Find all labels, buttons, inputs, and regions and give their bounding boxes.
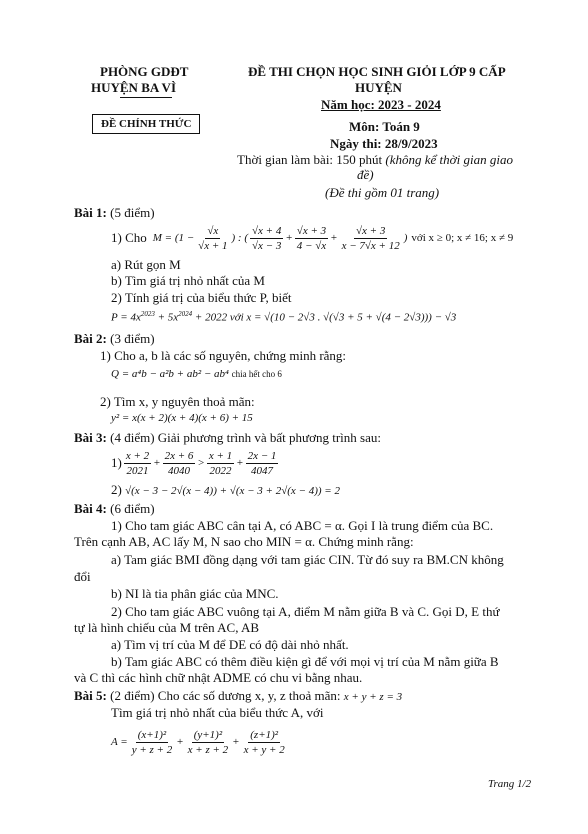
a-plus1: + — [176, 736, 184, 748]
exam-title: ĐỀ THI CHỌN HỌC SINH GIỎI LỚP 9 CẤP — [248, 64, 506, 79]
duration-note-end: đề) — [357, 167, 374, 182]
q-expression: Q = a⁴b − a²b + ab² − ab⁴ — [111, 368, 229, 380]
a-label: A = — [111, 736, 128, 748]
ineq-frac2 — [163, 450, 196, 477]
f4-den: 4047 — [251, 464, 273, 477]
school-year: Năm học: 2023 - 2024 — [321, 97, 441, 112]
bai2-q1-expr — [111, 368, 282, 380]
ineq-plus1: + — [153, 457, 161, 469]
department-name: PHÒNG GDĐT — [100, 64, 189, 79]
ineq-plus2: + — [236, 457, 244, 469]
p-tail: + 2022 với — [192, 311, 244, 324]
bai5-title: Bài 5: — [74, 688, 107, 703]
m-plus2: + — [330, 232, 338, 244]
bai2-q1: 1) Cho a, b là các số nguyên, chứng minh rằng: — [100, 348, 347, 363]
bai3-q2-label: 2) — [111, 482, 122, 497]
a-plus2: + — [232, 736, 240, 748]
m-condition: với x ≥ 0; x ≠ 16; x ≠ 9 — [411, 232, 514, 244]
bai5-points: (2 điểm) Cho các số dương x, y, z thoả mãn: — [110, 688, 341, 703]
bai3-title: Bài 3: — [74, 430, 107, 445]
bai4-p1b: Trên cạnh AB, AC lấy M, N sao cho MIN = α. Chứng minh rằng: — [74, 534, 414, 549]
bai4-p2a: a) Tìm vị trí của M để DE có độ dài nhỏ nhất. — [111, 637, 349, 652]
m-frac2: $\frac{√x + 4}{√x - 3}$ — [252, 224, 282, 252]
t3-num: (z+1)² — [250, 728, 279, 741]
bai4-title: Bài 4: — [74, 501, 107, 516]
bai2-q2-expr: y² = x(x + 2)(x + 4)(x + 6) + 15 — [111, 412, 253, 424]
m-expression: M = (1 − — [152, 232, 195, 244]
bai4-b: b) NI là tia phân giác của MNC. — [111, 586, 279, 601]
bai1-a: a) Rút gọn M — [111, 257, 181, 272]
bai1-heading — [74, 205, 155, 221]
bai2-q2: 2) Tìm x, y nguyên thoả mãn: — [100, 394, 255, 409]
page-number: Trang 1/2 — [488, 778, 532, 790]
bai1-title: Bài 1: — [74, 205, 107, 220]
f3-num: x + 1 — [208, 449, 233, 462]
exam-date: Ngày thi: 28/9/2023 — [330, 136, 438, 151]
m-close: ) — [403, 232, 408, 244]
t2-den: x + z + 2 — [187, 743, 229, 756]
bai4-a: a) Tam giác BMI đồng dạng với tam giác CIN. Từ đó suy ra BM.CN không — [111, 552, 504, 567]
q-divisible: chia hết cho 6 — [231, 369, 282, 379]
m-colon: ) : ( — [231, 232, 249, 244]
ineq-gt: > — [197, 457, 205, 469]
bai4-p2c: b) Tam giác ABC có thêm điều kiện gì để với mọi vị trí của M nằm giữa B — [111, 654, 499, 669]
bai4-p2: 2) Cho tam giác ABC vuông tại A, điểm M nằm giữa B và C. Gọi D, E thứ — [111, 604, 500, 619]
p-exp2: 2024 — [178, 310, 193, 318]
exam-title-level: HUYỆN — [355, 80, 402, 95]
f1-den: 2021 — [126, 464, 149, 477]
bai2-points: (3 điểm) — [110, 331, 155, 346]
bai3-points: (4 điểm) Giải phương trình và bất phương trình sau: — [110, 430, 381, 445]
p-left: P = 4x — [111, 311, 141, 324]
bai4-p2d: và C thì các hình chữ nhật ADME có chu vi bằng nhau. — [74, 670, 363, 685]
bai5-question: Tìm giá trị nhỏ nhất của biểu thức A, với — [111, 705, 324, 720]
t3-den: x + y + 2 — [243, 743, 285, 756]
bai3-q2 — [111, 482, 340, 498]
a-expression — [111, 726, 289, 758]
t2-num: (y+1)² — [193, 728, 223, 741]
bai4-heading — [74, 501, 155, 517]
a-term3 — [242, 729, 287, 756]
ineq-frac3 — [207, 450, 234, 477]
f3-den: 2022 — [209, 464, 232, 477]
bai2-heading — [74, 331, 155, 347]
bai3-q1 — [111, 447, 280, 479]
duration-note: (không kể thời gian giao — [385, 152, 513, 167]
district-name: HUYỆN BA VÌ — [91, 80, 177, 95]
bai4-points: (6 điểm) — [110, 501, 155, 516]
ineq-frac4 — [246, 450, 279, 477]
t1-num: (x+1)² — [137, 728, 167, 741]
header-underline — [120, 97, 172, 98]
bai3-heading — [74, 430, 381, 446]
p-expression — [111, 310, 456, 324]
m-frac4: $\frac{√x + 3}{x - 7√x + 12}$ — [341, 224, 400, 252]
bai2-title: Bài 2: — [74, 331, 107, 346]
duration — [237, 152, 513, 168]
t1-den: y + z + 2 — [131, 743, 173, 756]
m-frac1: $\frac{√x}{√x + 1}$ — [198, 224, 228, 252]
bai1-q1 — [111, 223, 513, 253]
p-mid: + 5x — [154, 311, 179, 324]
bai5-condition: x + y + z = 3 — [343, 691, 403, 703]
p-exp1: 2023 — [140, 310, 155, 318]
f2-num: 2x + 6 — [164, 449, 194, 462]
bai4-p2b: tự là hình chiếu của M trên AC, AB — [74, 620, 260, 635]
bai3-q1-label: 1) — [111, 455, 122, 470]
pages-note: (Đề thi gồm 01 trang) — [325, 185, 440, 200]
f2-den: 4040 — [168, 464, 190, 477]
bai1-q1-prefix: 1) Cho — [111, 230, 147, 245]
bai4-p1: 1) Cho tam giác ABC cân tại A, có ABC = α. Gọi I là trung điểm của BC. — [111, 518, 494, 533]
m-frac3: $\frac{√x + 3}{4 - √x}$ — [296, 224, 327, 252]
a-term1 — [130, 729, 175, 756]
bai5-heading — [74, 688, 402, 704]
duration-main: Thời gian làm bài: 150 phút — [237, 152, 383, 167]
ineq-frac1 — [124, 450, 151, 477]
bai4-a-cont: đổi — [74, 569, 91, 584]
bai1-b: b) Tìm giá trị nhỏ nhất của M — [111, 273, 265, 288]
p-x-value: x = √(10 − 2√3 . √(√3 + 5 + √(4 − 2√3))) − √3 — [246, 311, 457, 324]
bai1-points: (5 điểm) — [110, 205, 155, 220]
subject: Môn: Toán 9 — [349, 119, 420, 134]
f1-num: x + 2 — [125, 449, 150, 462]
bai3-q2-expr: √(x − 3 − 2√(x − 4)) + √(x − 3 + 2√(x − 4)) = 2 — [125, 485, 340, 497]
m-plus1: + — [285, 232, 293, 244]
bai1-c: 2) Tính giá trị của biểu thức P, biết — [111, 290, 292, 305]
f4-num: 2x − 1 — [247, 449, 277, 462]
a-term2 — [186, 729, 231, 756]
official-exam-box: ĐỀ CHÍNH THỨC — [92, 114, 200, 134]
